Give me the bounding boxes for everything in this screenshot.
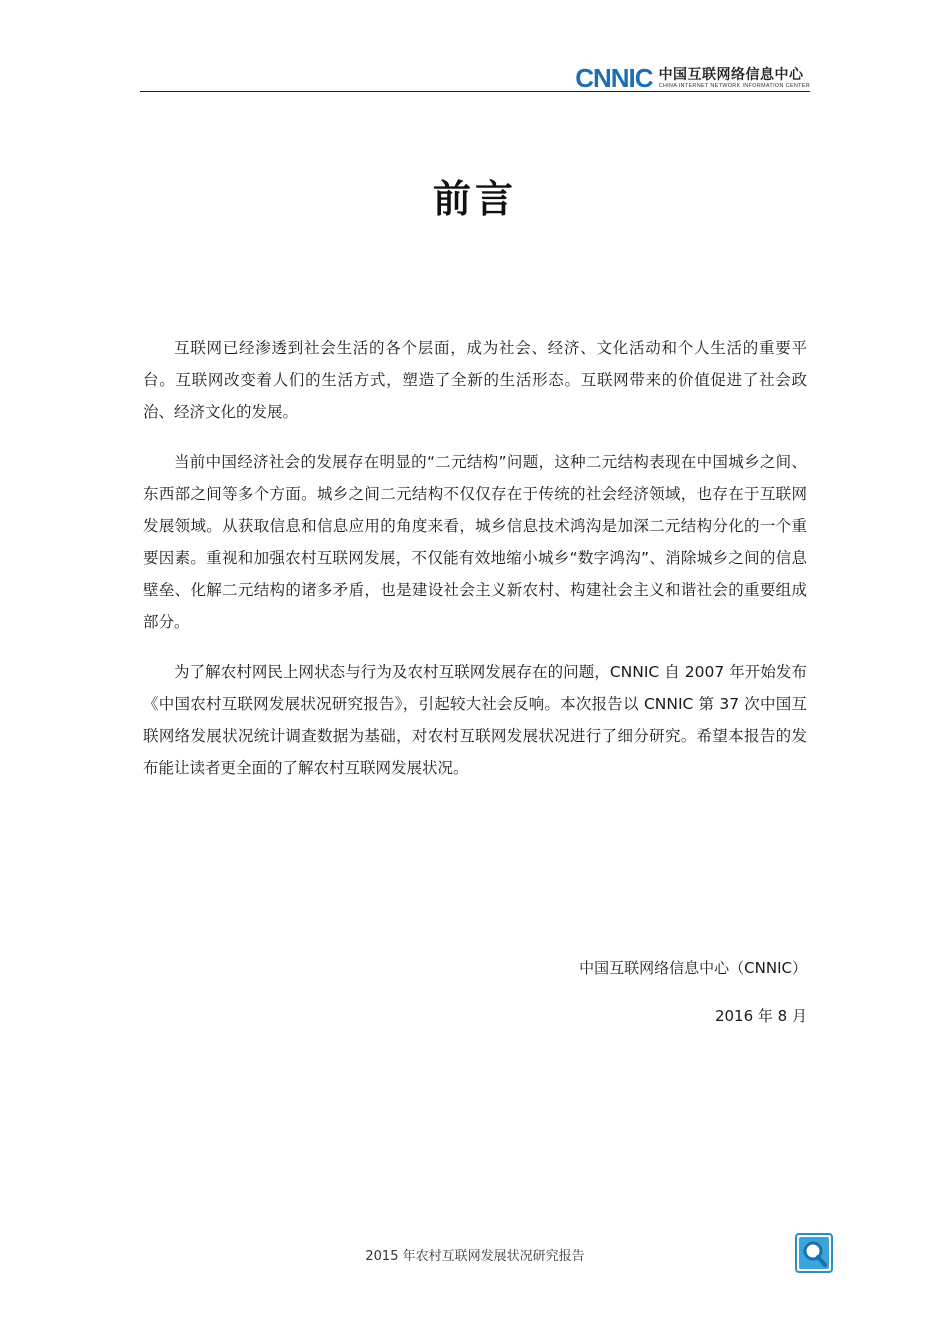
logo-wordmark: CNNIC — [575, 63, 653, 93]
logo-chinese-name: 中国互联网络信息中心 — [658, 66, 804, 83]
magnifier-q-icon — [795, 1233, 833, 1273]
footer-report-title: 2015 年农村互联网发展状况研究报告 — [365, 1249, 585, 1264]
signature-block — [579, 956, 807, 1028]
paragraph-2: 当前中国经济社会的发展存在明显的“二元结构”问题，这种二元结构表现在中国城乡之间、东西部之间等多个方面。城乡之间二元结构不仅仅存在于传统的社会经济领域，也存在于互联网发展领域。从获取信息和信息应用的角度来看，城乡信息技术鸿沟是加深二元结构分化的一个重要因素。重视和加强农村互联网发展，不仅能有效地缩小城乡“数字鸿沟”、消除城乡之间的信息壁垒、化解二元结构的诸多矛盾，也是建设社会主义新农村、构建社会主义和谐社会的重要组成部分。 — [143, 453, 807, 631]
signature-date: 2016 年 8 月 — [714, 1007, 807, 1025]
paragraph-3: 为了解农村网民上网状态与行为及农村互联网发展存在的问题，CNNIC 自 2007 年开始发布《中国农村互联网发展状况研究报告》，引起较大社会反响。本次报告以 CNNIC 第 37 次中国互联网络发展状况统计调查数据为基础，对农村互联网发展状况进行了细分研究。希望本报告的发布能让读者更全面的了解农村互联网发展状况。 — [143, 663, 807, 777]
page-title: 前言 — [432, 177, 517, 221]
cnnic-logo — [575, 64, 810, 92]
header-divider — [140, 91, 810, 92]
logo-text-block — [659, 67, 810, 90]
paragraph-1: 互联网已经渗透到社会生活的各个层面，成为社会、经济、文化活动和个人生活的重要平台。互联网改变着人们的生活方式，塑造了全新的生活形态。互联网带来的价值促进了社会政治、经济文化的发展。 — [143, 339, 807, 421]
preface-body — [143, 332, 807, 802]
page-header — [140, 62, 810, 94]
signature-organization: 中国互联网络信息中心（CNNIC） — [579, 959, 807, 977]
logo-english-name: CHINA INTERNET NETWORK INFORMATION CENTER — [658, 82, 810, 89]
